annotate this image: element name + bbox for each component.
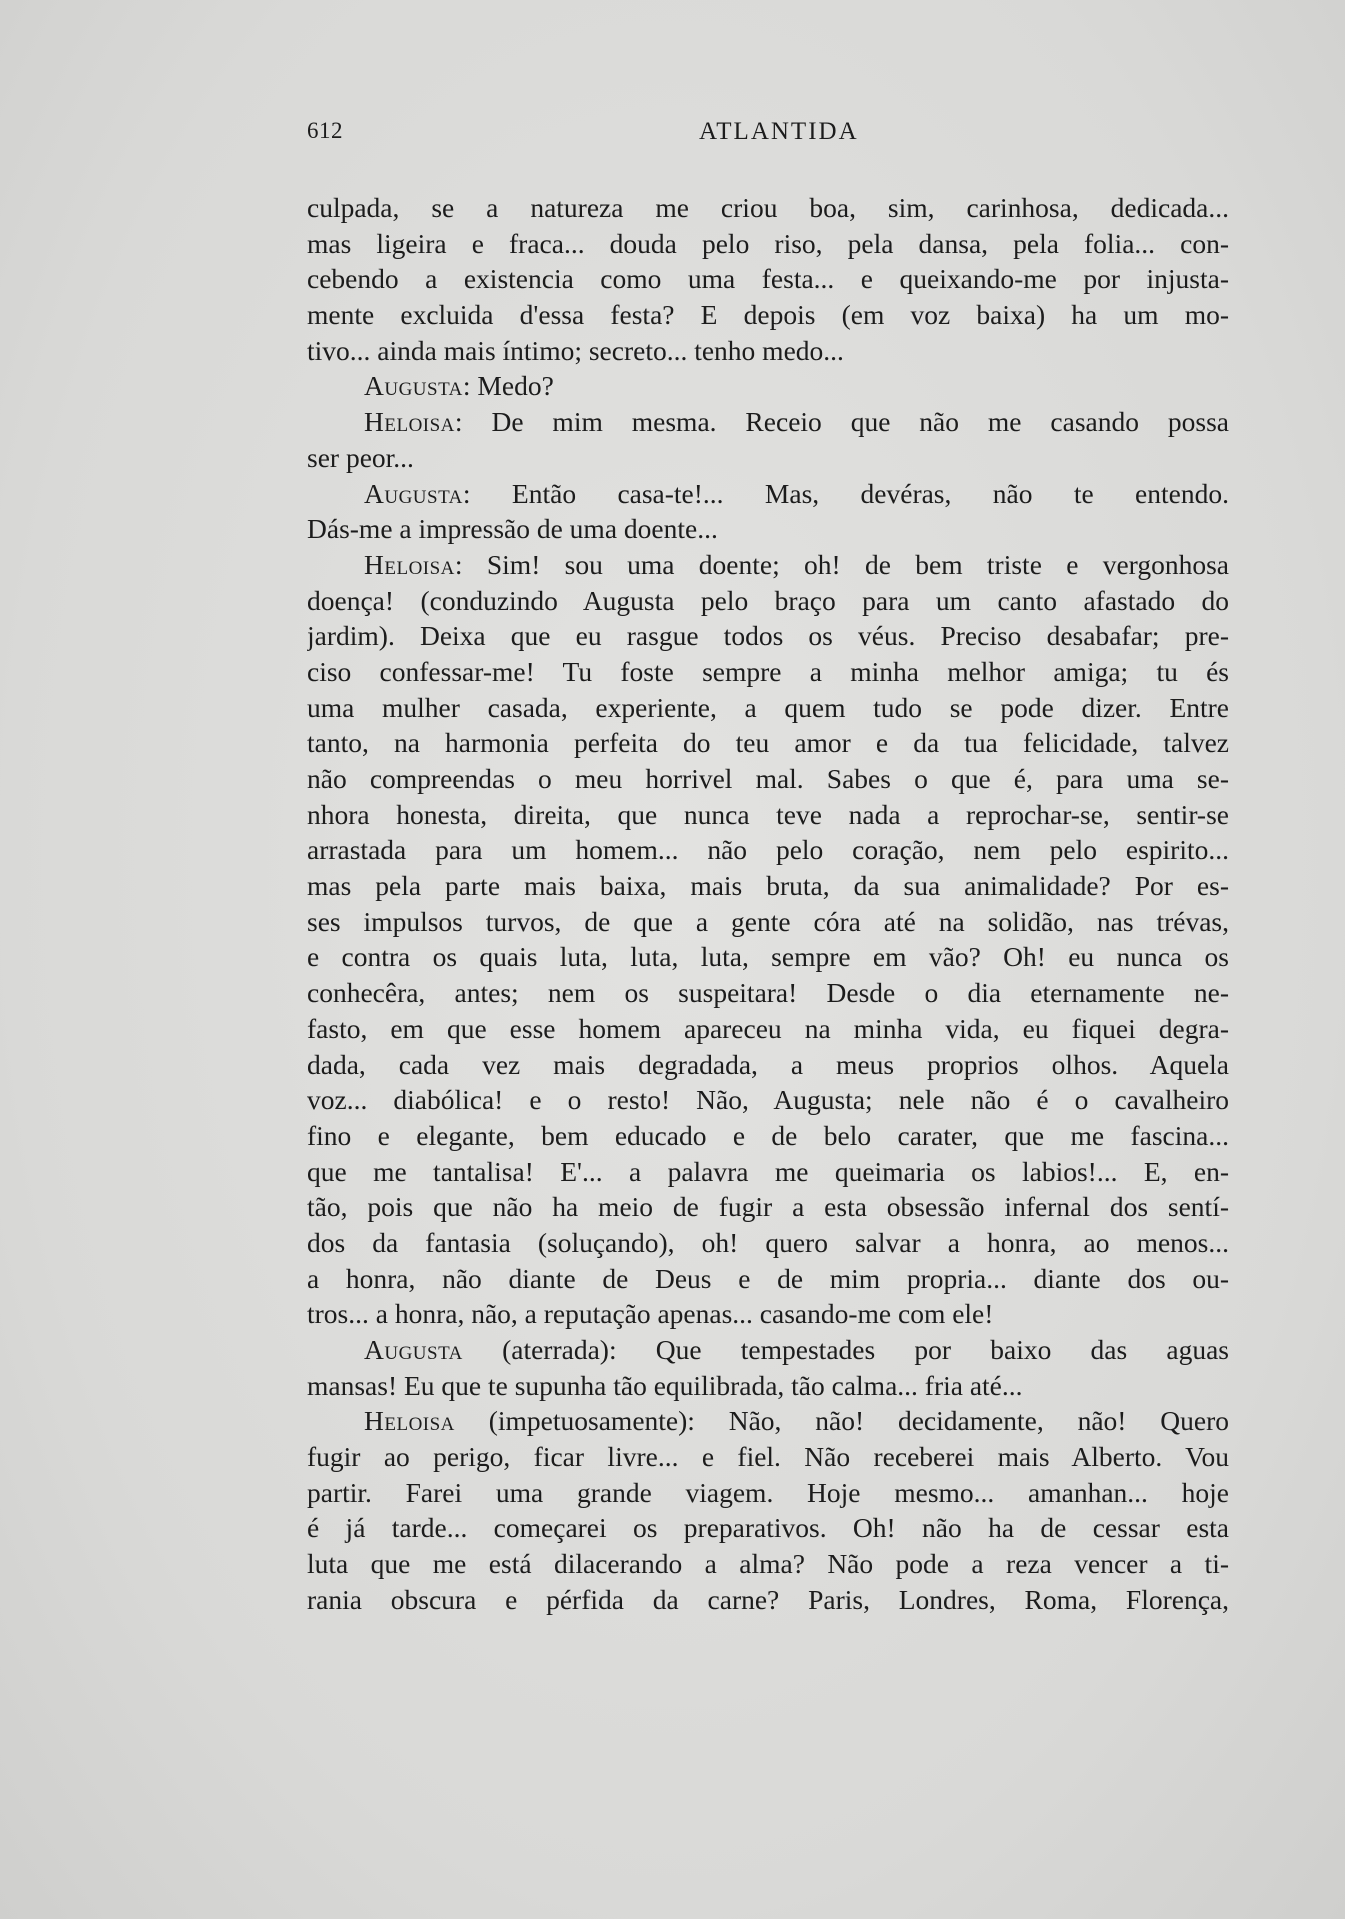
speaker-name: Heloisa (364, 548, 455, 580)
text-line (307, 333, 1229, 369)
line-text: a honra, não diante de Deus e de mim propria... diante dos ou- (307, 1262, 1229, 1294)
line-text: nhora honesta, direita, que nunca teve nada a reprochar-se, sentir-se (307, 798, 1229, 830)
text-line (307, 1189, 1229, 1225)
line-text: : Então casa-te!... Mas, devéras, não te entendo. (462, 477, 1229, 509)
text-line (307, 1225, 1229, 1261)
line-text: : Sim! sou uma doente; oh! de bem triste e vergonhosa (454, 548, 1229, 580)
text-line (307, 868, 1229, 904)
text-line (307, 1582, 1229, 1618)
line-text: Dás-me a impressão de uma doente... (307, 513, 718, 545)
speaker-name: Heloisa (364, 1405, 455, 1437)
text-line (307, 939, 1229, 975)
line-text: jardim). Deixa que eu rasgue todos os véus. Preciso desabafar; pre- (307, 620, 1229, 652)
page-number: 612 (307, 118, 343, 143)
line-text: uma mulher casada, experiente, a quem tudo se pode dizer. Entre (307, 691, 1229, 723)
text-line (307, 1011, 1229, 1047)
line-text: ses impulsos turvos, de que a gente córa até na solidão, nas trévas, (307, 905, 1229, 937)
text-line (307, 511, 1229, 547)
line-text: voz... diabólica! e o resto! Não, Augusta; nele não é o cavalheiro (307, 1084, 1229, 1116)
text-line (307, 904, 1229, 940)
line-text: : Medo? (462, 370, 554, 402)
text-line (307, 440, 1229, 476)
line-text: ciso confessar-me! Tu foste sempre a minha melhor amiga; tu és (307, 655, 1229, 687)
text-line (307, 1510, 1229, 1546)
line-text: rania obscura e pérfida da carne? Paris, Londres, Roma, Florença, (307, 1583, 1229, 1615)
line-text: culpada, se a natureza me criou boa, sim, carinhosa, dedicada... (307, 192, 1229, 223)
speaker-name: Augusta (364, 477, 463, 509)
line-text: mansas! Eu que te supunha tão equilibrada, tão calma... fria até... (307, 1369, 1023, 1401)
speaker-name: Heloisa (364, 406, 455, 438)
text-line (307, 725, 1229, 761)
text-line (307, 618, 1229, 654)
text-line (307, 1118, 1229, 1154)
line-text: (aterrada): Que tempestades por baixo das aguas (462, 1334, 1229, 1365)
line-text: partir. Farei uma grande viagem. Hoje mesmo... amanhan... hoje (307, 1476, 1229, 1508)
text-line (307, 261, 1229, 297)
body-text (307, 190, 1229, 1618)
line-text: tros... a honra, não, a reputação apenas... casando-me com ele! (307, 1298, 994, 1330)
line-text: luta que me está dilacerando a alma? Não pode a reza vencer a ti- (307, 1548, 1229, 1580)
line-text: mas ligeira e fraca... douda pelo riso, pela dansa, pela folia... con- (307, 227, 1229, 259)
text-line (307, 761, 1229, 797)
line-text: mas pela parte mais baixa, mais bruta, da sua animalidade? Por es- (307, 870, 1229, 902)
text-line (307, 1368, 1229, 1404)
line-text: fugir ao perigo, ficar livre... e fiel. Não receberei mais Alberto. Vou (307, 1441, 1229, 1473)
line-text: conhecêra, antes; nem os suspeitara! Desde o dia eternamente ne- (307, 977, 1229, 1009)
line-text: tanto, na harmonia perfeita do teu amor e da tua felicidade, talvez (307, 727, 1229, 759)
text-line (307, 690, 1229, 726)
line-text: dos da fantasia (soluçando), oh! quero salvar a honra, ao menos... (307, 1226, 1229, 1258)
text-line (307, 1332, 1229, 1368)
line-text: ser peor... (307, 441, 414, 473)
line-text: e contra os quais luta, luta, luta, sempre em vão? Oh! eu nunca os (307, 941, 1229, 973)
text-line (307, 1261, 1229, 1297)
text-line (307, 226, 1229, 262)
line-text: dada, cada vez mais degradada, a meus proprios olhos. Aquela (307, 1048, 1229, 1080)
text-line (307, 832, 1229, 868)
text-line (307, 1154, 1229, 1190)
line-text: não compreendas o meu horrivel mal. Sabes o que é, para uma se- (307, 763, 1229, 794)
page-header (307, 118, 1227, 152)
line-text: mente excluida d'essa festa? E depois (em voz baixa) ha um mo- (307, 299, 1229, 331)
text-line (307, 583, 1229, 619)
text-line (307, 547, 1229, 583)
line-text: fino e elegante, bem educado e de belo carater, que me fascina... (307, 1119, 1229, 1151)
text-line (307, 368, 1229, 404)
line-text: tão, pois que não ha meio de fugir a esta obsessão infernal dos sentí- (307, 1191, 1229, 1223)
text-line (307, 654, 1229, 690)
text-line (307, 404, 1229, 440)
line-text: fasto, em que esse homem apareceu na minha vida, eu fiquei degra- (307, 1012, 1229, 1044)
line-text: que me tantalisa! E'... a palavra me queimaria os labios!... E, en- (307, 1155, 1229, 1187)
speaker-name: Augusta (364, 370, 463, 402)
line-text: (impetuosamente): Não, não! decidamente, não! Quero (454, 1405, 1229, 1437)
line-text: doença! (conduzindo Augusta pelo braço para um canto afastado do (307, 584, 1229, 616)
speaker-name: Augusta (364, 1334, 463, 1365)
text-line (307, 476, 1229, 512)
running-title: ATLANTIDA (699, 118, 859, 145)
text-line (307, 1475, 1229, 1511)
text-line (307, 190, 1229, 226)
line-text: cebendo a existencia como uma festa... e queixando-me por injusta- (307, 263, 1229, 295)
line-text: tivo... ainda mais íntimo; secreto... tenho medo... (307, 334, 844, 366)
text-line (307, 1296, 1229, 1332)
text-line (307, 797, 1229, 833)
line-text: arrastada para um homem... não pelo coração, nem pelo espirito... (307, 834, 1229, 866)
text-line (307, 1082, 1229, 1118)
line-text: é já tarde... começarei os preparativos. Oh! não ha de cessar esta (307, 1512, 1229, 1544)
text-line (307, 1546, 1229, 1582)
line-text: : De mim mesma. Receio que não me casando possa (454, 406, 1229, 438)
text-line (307, 1403, 1229, 1439)
text-line (307, 975, 1229, 1011)
text-line (307, 1439, 1229, 1475)
text-line (307, 1047, 1229, 1083)
text-line (307, 297, 1229, 333)
